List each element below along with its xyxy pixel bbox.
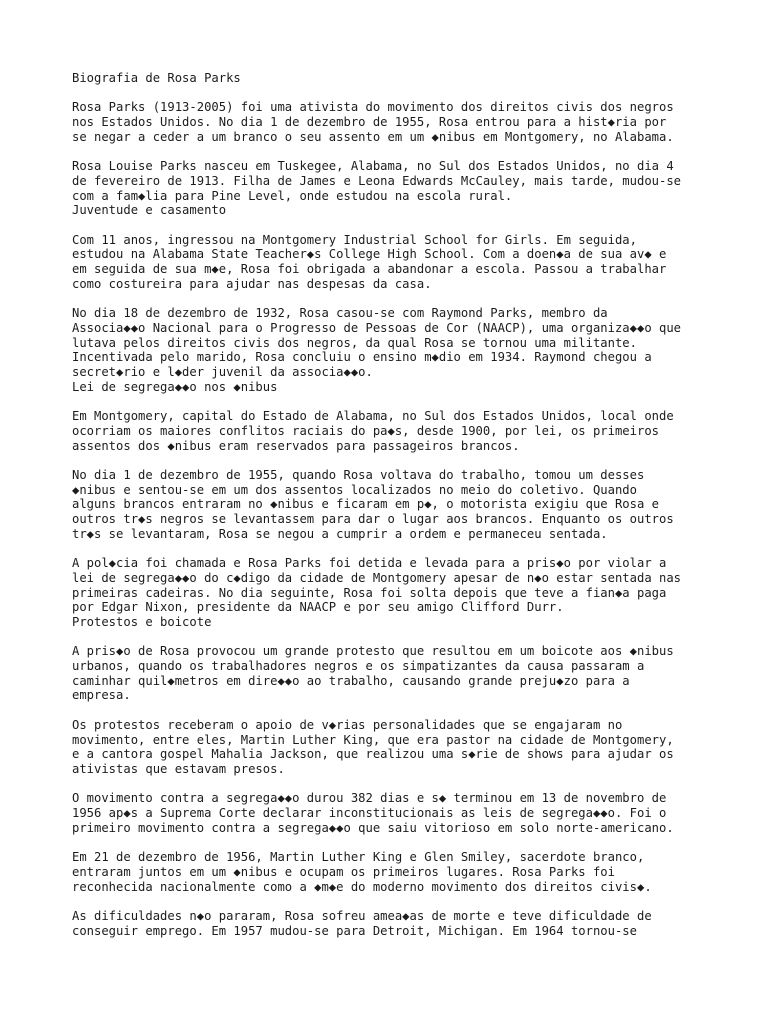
text-line: alguns brancos entraram no ◆nibus e ficaram em p◆, o motorista exigiu que Rosa e bbox=[72, 497, 659, 512]
text-line: entraram juntos em um ◆nibus e ocupam os primeiros lugares. Rosa Parks foi bbox=[72, 864, 615, 879]
text-line: outros tr◆s negros se levantassem para dar o lugar aos brancos. Enquanto os outros bbox=[72, 512, 674, 526]
text-line: se negar a ceder a um branco o seu assento em um ◆nibus em Montgomery, no Alabama. bbox=[72, 129, 674, 144]
paragraph-gap bbox=[72, 703, 712, 718]
paragraph bbox=[72, 468, 712, 542]
paragraph bbox=[72, 159, 712, 218]
paragraph-gap bbox=[72, 894, 712, 909]
document-page bbox=[72, 71, 712, 938]
text-line: como costureira para ajudar nas despesas da casa. bbox=[72, 276, 432, 291]
text-line: assentos dos ◆nibus eram reservados para passageiros brancos. bbox=[72, 438, 520, 453]
text-line: Protestos e boicote bbox=[72, 614, 212, 629]
document-title bbox=[72, 71, 712, 86]
paragraph bbox=[72, 233, 712, 292]
paragraph bbox=[72, 100, 712, 144]
text-line: Juventude e casamento bbox=[72, 203, 227, 218]
text-line: caminhar quil◆metros em dire◆◆o ao trabalho, causando grande preju◆zo para a bbox=[72, 673, 630, 688]
text-line: 1956 ap◆s a Suprema Corte declarar inconstitucionais as leis de segrega◆◆o. Foi o bbox=[72, 806, 667, 820]
text-line: Em 21 de dezembro de 1956, Martin Luther King e Glen Smiley, sacerdote branco, bbox=[72, 850, 645, 865]
paragraph bbox=[72, 909, 712, 938]
text-line: por Edgar Nixon, presidente da NAACP e por seu amigo Clifford Durr. bbox=[72, 600, 564, 615]
text-line: No dia 1 de dezembro de 1955, quando Rosa voltava do trabalho, tomou um desses bbox=[72, 467, 645, 482]
text-line: ◆nibus e sentou-se em um dos assentos localizados no meio do coletivo. Quando bbox=[72, 482, 637, 497]
text-line: Incentivada pelo marido, Rosa concluiu o ensino m◆dio em 1934. Raymond chegou a bbox=[72, 350, 652, 365]
text-line: ocorriam os maiores conflitos raciais do pa◆s, desde 1900, por lei, os primeiros bbox=[72, 423, 659, 438]
text-line: tr◆s se levantaram, Rosa se negou a cumprir a ordem e permaneceu sentada. bbox=[72, 526, 608, 541]
text-line: em seguida de sua m◆e, Rosa foi obrigada a abandonar a escola. Passou a trabalhar bbox=[72, 262, 667, 277]
text-line: No dia 18 de dezembro de 1932, Rosa casou-se com Raymond Parks, membro da bbox=[72, 306, 608, 321]
text-line: Os protestos receberam o apoio de v◆rias personalidades que se engajaram no bbox=[72, 717, 623, 732]
text-line: A pol◆cia foi chamada e Rosa Parks foi detida e levada para a pris◆o por violar a bbox=[72, 556, 667, 571]
text-line: estudou na Alabama State Teacher◆s College High School. Com a doen◆a de sua av◆ e bbox=[72, 247, 667, 262]
paragraph-gap bbox=[72, 453, 712, 468]
text-line: lutava pelos direitos civis dos negros, da qual Rosa se tornou uma militante. bbox=[72, 335, 637, 350]
text-line: O movimento contra a segrega◆◆o durou 382 dias e s◆ terminou em 13 de novembro de bbox=[72, 791, 667, 806]
title-text: Biografia de Rosa Parks bbox=[72, 71, 241, 85]
text-line: ativistas que estavam presos. bbox=[72, 761, 285, 776]
text-line: nos Estados Unidos. No dia 1 de dezembro de 1955, Rosa entrou para a hist◆ria por bbox=[72, 115, 667, 130]
text-line: Com 11 anos, ingressou na Montgomery Industrial School for Girls. Em seguida, bbox=[72, 232, 637, 247]
paragraph bbox=[72, 850, 712, 894]
paragraph bbox=[72, 409, 712, 453]
paragraph bbox=[72, 718, 712, 777]
text-line: movimento, entre eles, Martin Luther King, que era pastor na cidade de Montgomery, bbox=[72, 732, 674, 747]
paragraph-gap bbox=[72, 630, 712, 645]
text-line: e a cantora gospel Mahalia Jackson, que realizou uma s◆rie de shows para ajudar os bbox=[72, 747, 674, 762]
text-line: de fevereiro de 1913. Filha de James e Leona Edwards McCauley, mais tarde, mudou-se bbox=[72, 173, 682, 188]
text-line: Associa◆◆o Nacional para o Progresso de Pessoas de Cor (NAACP), uma organiza◆◆o que bbox=[72, 320, 682, 335]
text-line: com a fam◆lia para Pine Level, onde estudou na escola rural. bbox=[72, 188, 513, 203]
text-line: Rosa Louise Parks nasceu em Tuskegee, Alabama, no Sul dos Estados Unidos, no dia 4 bbox=[72, 159, 674, 174]
text-line: empresa. bbox=[72, 688, 131, 703]
text-line: Em Montgomery, capital do Estado de Alabama, no Sul dos Estados Unidos, local onde bbox=[72, 409, 674, 424]
text-line: lei de segrega◆◆o do c◆digo da cidade de Montgomery apesar de n◆o estar sentada nas bbox=[72, 570, 682, 585]
text-line: A pris◆o de Rosa provocou um grande protesto que resultou em um boicote aos ◆nibus bbox=[72, 644, 674, 659]
paragraph-gap bbox=[72, 777, 712, 792]
paragraph-gap bbox=[72, 394, 712, 409]
paragraph-gap bbox=[72, 86, 712, 101]
paragraph bbox=[72, 556, 712, 630]
text-line: primeiras cadeiras. No dia seguinte, Rosa foi solta depois que teve a fian◆a paga bbox=[72, 585, 667, 600]
paragraph-gap bbox=[72, 218, 712, 233]
text-line: conseguir emprego. Em 1957 mudou-se para Detroit, Michigan. Em 1964 tornou-se bbox=[72, 923, 637, 938]
paragraph-gap bbox=[72, 145, 712, 160]
text-line: primeiro movimento contra a segrega◆◆o que saiu vitorioso em solo norte-americano. bbox=[72, 820, 674, 835]
text-line: reconhecida nacionalmente como a ◆m◆e do moderno movimento dos direitos civis◆. bbox=[72, 879, 652, 894]
paragraph bbox=[72, 644, 712, 703]
text-line: secret◆rio e l◆der juvenil da associa◆◆o. bbox=[72, 365, 373, 379]
paragraph-gap bbox=[72, 835, 712, 850]
text-line: Rosa Parks (1913-2005) foi uma ativista do movimento dos direitos civis dos negros bbox=[72, 100, 674, 115]
paragraph-gap bbox=[72, 541, 712, 556]
paragraph-gap bbox=[72, 292, 712, 307]
text-line: urbanos, quando os trabalhadores negros e os simpatizantes da causa passaram a bbox=[72, 659, 645, 673]
paragraph bbox=[72, 791, 712, 835]
paragraph bbox=[72, 306, 712, 394]
text-line: Lei de segrega◆◆o nos ◆nibus bbox=[72, 379, 278, 394]
text-line: As dificuldades n◆o pararam, Rosa sofreu amea◆as de morte e teve dificuldade de bbox=[72, 908, 652, 923]
